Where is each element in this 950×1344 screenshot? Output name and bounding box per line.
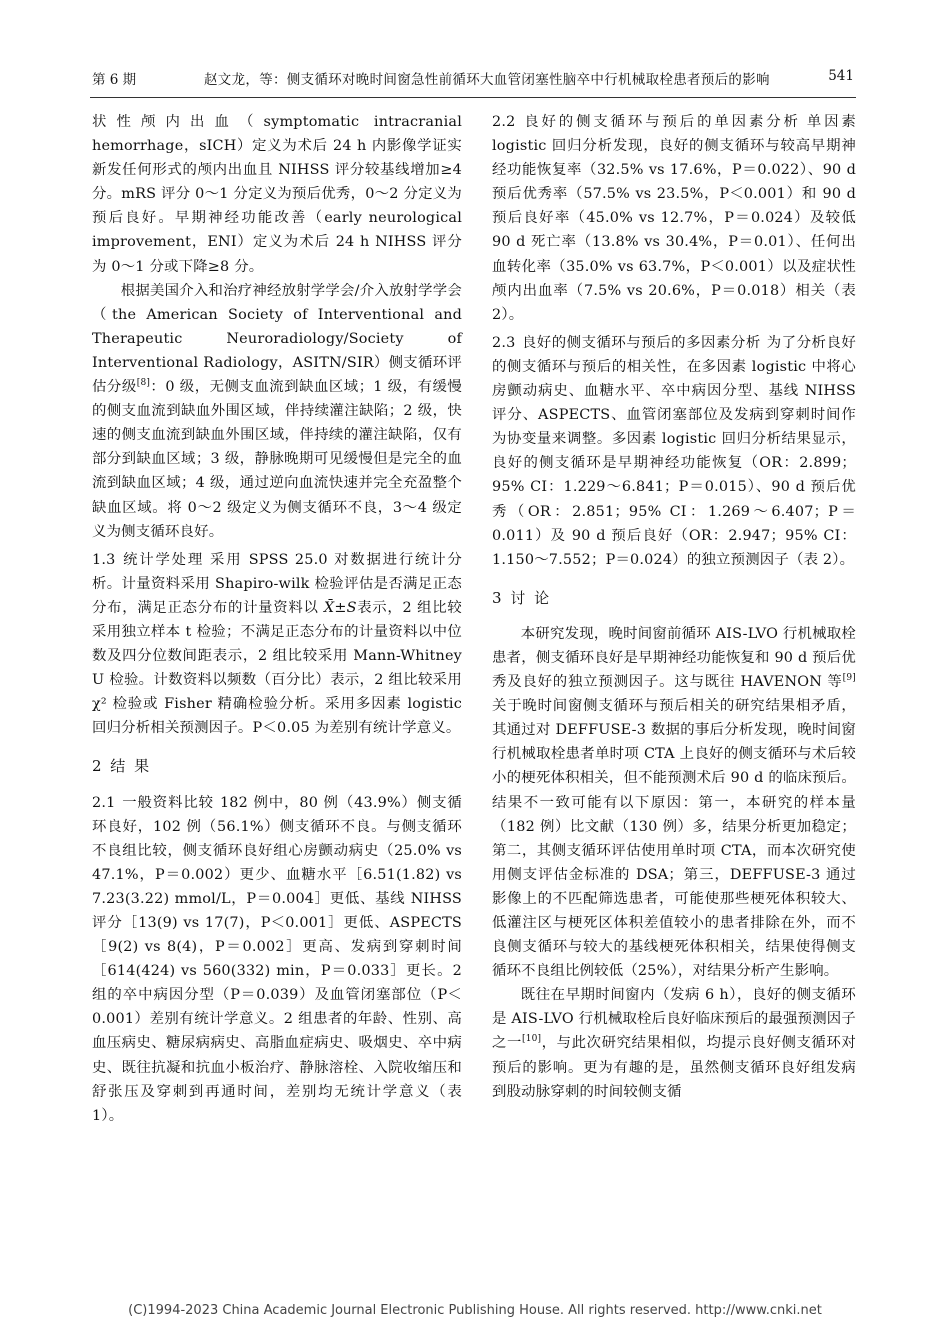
section-title: 一般资料比较 <box>121 794 214 811</box>
issue-number: 第 6 期 <box>92 72 137 88</box>
citation-ref: [9] <box>842 673 856 684</box>
right-column <box>492 110 856 1104</box>
section-2-2: 2.2 良好的侧支循环与预后的单因素分析 单因素 logistic 回归分析发现，良好的侧支循环与较高早期神经功能恢复率（32.5% vs 17.6%，P＝0.022）、90 d 预后优秀率（57.5% vs 23.5%，P＜0.001）和 90 d 预后良好率（45.0% vs 12.7%，P＝0.024）及较低 90 d 死亡率（13.8% vs 30.4%，P＝0.01）、任何出血转化率（35.0% vs 63.7%，P＜0.001）以及症状性颅内出血率（7.5% vs 20.6%，P＝0.018）相关（表 2）。 <box>492 114 856 323</box>
section-number: 1.3 <box>92 551 116 568</box>
paragraph-collateral-grading: 根据美国介入和治疗神经放射学学会/介入放射学学会（the American Society of Interventional and Therapeutic Neuroradiology/Society of Interventional Radiology，ASITN/SIR）侧支循环评估分级[8]：0 级，无侧支血流到缺血区域；1 级，有缓慢的侧支血流到缺血外围区域，伴持续灌注缺陷；2 级，快速的侧支血流到缺血外围区域，伴持续的灌注缺陷，仅有部分到缺血区域；3 级，静脉晚期可见缓慢但是完全的血流到缺血区域；4 级，通过逆向血流快速并完全充盈整个缺血区域。将 0～2 级定义为侧支循环不良，3～4 级定义为侧支循环良好。 <box>92 282 462 540</box>
copyright-footer: (C)1994-2023 China Academic Journal Electronic Publishing House. All rights reserved. http://www.cnki.net <box>128 1303 822 1318</box>
page-number: 541 <box>828 68 854 84</box>
paragraph-definitions: 状性颅内出血（symptomatic intracranial hemorrhage，sICH）定义为术后 24 h 内影像学证实新发任何形式的颅内出血且 NIHSS 评分较基线增加≥4 分。mRS 评分 0～1 分定义为预后优秀，0～2 分定义为预后良好。早期神经功能改善（early neurological improvement，ENI）定义为术后 24 h NIHSS 评分为 0～1 分或下降≥8 分。 <box>92 114 462 275</box>
running-header <box>92 68 854 92</box>
section-title: 良好的侧支循环与预后的单因素分析 <box>521 114 801 130</box>
section-title: 良好的侧支循环与预后的多因素分析 <box>521 334 761 351</box>
mean-sd-symbol: X̄±S <box>323 599 357 616</box>
heading-discussion: 3 讨 论 <box>492 588 552 607</box>
section-title: 统计学处理 <box>121 551 205 568</box>
section-2-1: 2.1 一般资料比较 182 例中，80 例（43.9%）侧支循环良好，102 例（56.1%）侧支循环不良。与侧支循环不良组比较，侧支循环良好组心房颤动病史（25.0% vs 47.1%，P＝0.002）更少、血糖水平［6.51(1.82) vs 7.23(3.22) mmol/L，P＝0.004］更低、基线 NIHSS 评分［13(9) vs 17(7)，P＜0.001］更低、ASPECTS［9(2) vs 8(4)，P＝0.002］更高、发病到穿刺时间［614(424) vs 560(332) min，P＝0.033］更长。2 组的卒中病因分型（P＝0.039）及血管闭塞部位（P＜0.001）差别有统计学意义。2 组患者的年龄、性别、高血压病史、糖尿病病史、高脂血症病史、吸烟史、卒中病史、既往抗凝和抗血小板治疗、静脉溶栓、入院收缩压和舒张压及穿刺到再通时间，差别均无统计学意义（表 1）。 <box>92 794 463 1124</box>
section-number: 2.1 <box>92 794 116 811</box>
citation-ref: [8] <box>136 378 151 389</box>
left-column <box>92 110 462 1128</box>
section-number: 2.3 <box>492 334 516 351</box>
section-1-3: 1.3 统计学处理 采用 SPSS 25.0 对数据进行统计分析。计量资料采用 Shapiro-wilk 检验评估是否满足正态分布，满足正态分布的计量资料以 X̄±S表示，2 组比较采用独立样本 t 检验；不满足正态分布的计量资料以中位数及四分位数间距表示，2 组比较采用 Mann-Whitney U 检验。计数资料以频数（百分比）表示，2 组比较采用 χ² 检验或 Fisher 精确检验分析。采用多因素 logistic 回归分析相关预测因子。P＜0.05 为差别有统计学意义。 <box>92 551 462 737</box>
header-rule <box>90 97 856 98</box>
section-number: 2.2 <box>492 114 516 130</box>
heading-results: 2 结 果 <box>92 757 152 776</box>
paragraph-discussion-1: 本研究发现，晚时间窗前循环 AIS-LVO 行机械取栓患者，侧支循环良好是早期神经功能恢复和 90 d 预后优秀及良好的独立预测因子。这与既往 HAVENON 等[9]关于晚时间窗侧支循环与预后相关的研究结果相矛盾，其通过对 DEFFUSE-3 数据的事后分析发现，晚时间窗行机械取栓患者单时项 CTA 上良好的侧支循环与术后较小的梗死体积相关，但不能预测术后 90 d 的临床预后。结果不一致可能有以下原因：第一，本研究的样本量（182 例）比文献（130 例）多，结果分析更加稳定；第二，其侧支循环评估使用单时项 CTA，而本次研究使用侧支评估金标准的 DSA；第三，DEFFUSE-3 通过影像上的不匹配筛选患者，可能使那些梗死体积较大、低灌注区与梗死区体积差值较小的患者排除在外，而不良侧支循环与较大的基线梗死体积相关，结果使得侧支循环不良组比例较低（25%），对结果分析产生影响。 <box>492 625 856 980</box>
section-2-3: 2.3 良好的侧支循环与预后的多因素分析 为了分析良好的侧支循环与预后的相关性，在多因素 logistic 中将心房颤动病史、血糖水平、卒中病因分型、基线 NIHSS 评分、ASPECTS、血管闭塞部位及发病到穿刺时间作为协变量来调整。多因素 logistic 回归分析结果显示，良好的侧支循环是早期神经功能恢复（OR：2.899；95% CI：1.229～6.841；P＝0.015）、90 d 预后优秀（OR：2.851；95% CI：1.269～6.407；P＝0.011）及 90 d 预后良好（OR：2.947；95% CI：1.150～7.552；P＝0.024）的独立预测因子（表 2）。 <box>492 334 856 568</box>
paragraph-discussion-2: 既往在早期时间窗内（发病 6 h），良好的侧支循环是 AIS-LVO 行机械取栓后良好临床预后的最强预测因子之一[10]，与此次研究结果相似，均提示良好侧支循环对预后的影响。更为有趣的是，虽然侧支循环良好组发病到股动脉穿刺的时间较侧支循 <box>492 987 857 1100</box>
citation-ref: [10] <box>521 1034 542 1045</box>
running-title: 赵文龙，等：侧支循环对晚时间窗急性前循环大血管闭塞性脑卒中行机械取栓患者预后的影响 <box>204 72 770 88</box>
